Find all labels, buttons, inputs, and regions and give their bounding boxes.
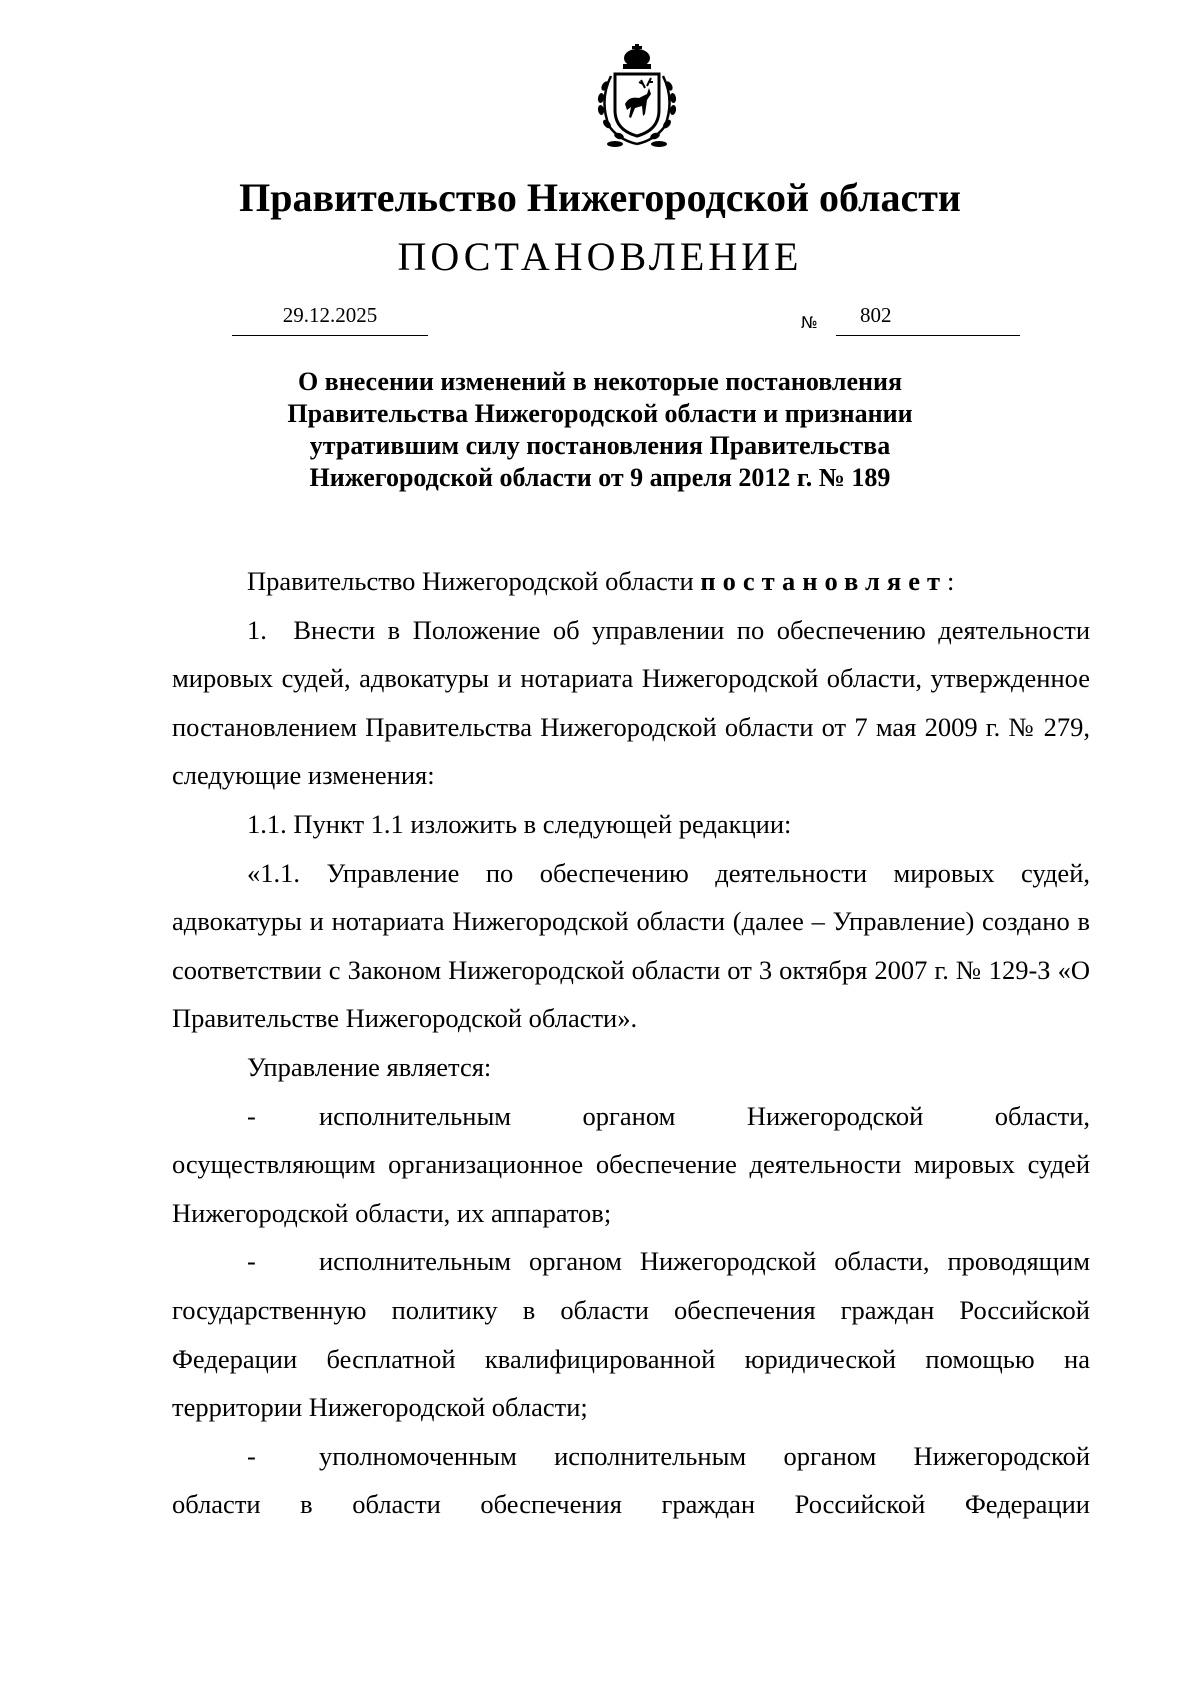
intro-end: : (947, 566, 955, 596)
intro-paragraph (172, 557, 1090, 606)
document-type-title: ПОСТАНОВЛЕНИЕ (397, 234, 803, 279)
document-body (172, 557, 1090, 1529)
number-underline (836, 335, 1020, 336)
date-underline (232, 335, 428, 336)
document-number: 802 (860, 303, 892, 327)
coat-of-arms-emblem (585, 44, 689, 152)
subject-line: Нижегородской области от 9 апреля 2012 г. № 189 (309, 463, 891, 492)
subject-line: Правительства Нижегородской области и признании (287, 399, 913, 428)
organization-title: Правительство Нижегородской области (239, 175, 961, 220)
number-sign: № (801, 313, 818, 332)
bullet-paragraph (172, 1092, 1090, 1238)
bullet-paragraph (172, 1432, 1090, 1529)
document-subject (170, 366, 1030, 494)
quoted-paragraph: «1.1. Управление по обеспечению деятельности мировых судей, адвокатуры и нотариата Нижегородской области (далее – Управление) создано в соответствии с Законом Нижегородской области от 3 октября 2007 г. № 129-З «О Правительстве Нижегородской области». (172, 857, 1090, 1034)
bullet-mark: - (247, 1246, 256, 1277)
subject-line: О внесении изменений в некоторые постановления (297, 367, 903, 396)
bullet-text: уполномоченным исполнительным органом Нижегородской области в области обеспечения граждан Российской Федерации (172, 1440, 1090, 1520)
item-1-1-paragraph: 1.1. Пункт 1.1 изложить в следующей редакции: (247, 808, 792, 839)
bullet-text: исполнительным органом Нижегородской области, осуществляющим организационное обеспечение деятельности мировых судей Нижегородской области, их аппаратов; (172, 1100, 1090, 1228)
bullet-mark: - (247, 1100, 256, 1131)
bullet-text: исполнительным органом Нижегородской области, проводящим государственную политику в области обеспечения граждан Российской Федерации бесплатной квалифицированной юридической помощью на территории Нижегородской области; (172, 1246, 1090, 1423)
bullet-paragraph (172, 1237, 1090, 1431)
intro-text: Правительство Нижегородской области (247, 566, 701, 596)
decree-word: постановляет (700, 566, 948, 596)
subject-line: утратившим силу постановления Правительства (309, 431, 891, 460)
document-date: 29.12.2025 (282, 303, 378, 327)
bullet-mark: - (247, 1440, 256, 1471)
item-1-paragraph: 1. Внести в Положение об управлении по обеспечению деятельности мировых судей, адвокатуры и нотариата Нижегородской области, утвержденное постановлением Правительства Нижегородской области от 7 мая 2009 г. № 279, следующие изменения: (172, 614, 1090, 791)
is-label-paragraph: Управление является: (247, 1051, 492, 1082)
